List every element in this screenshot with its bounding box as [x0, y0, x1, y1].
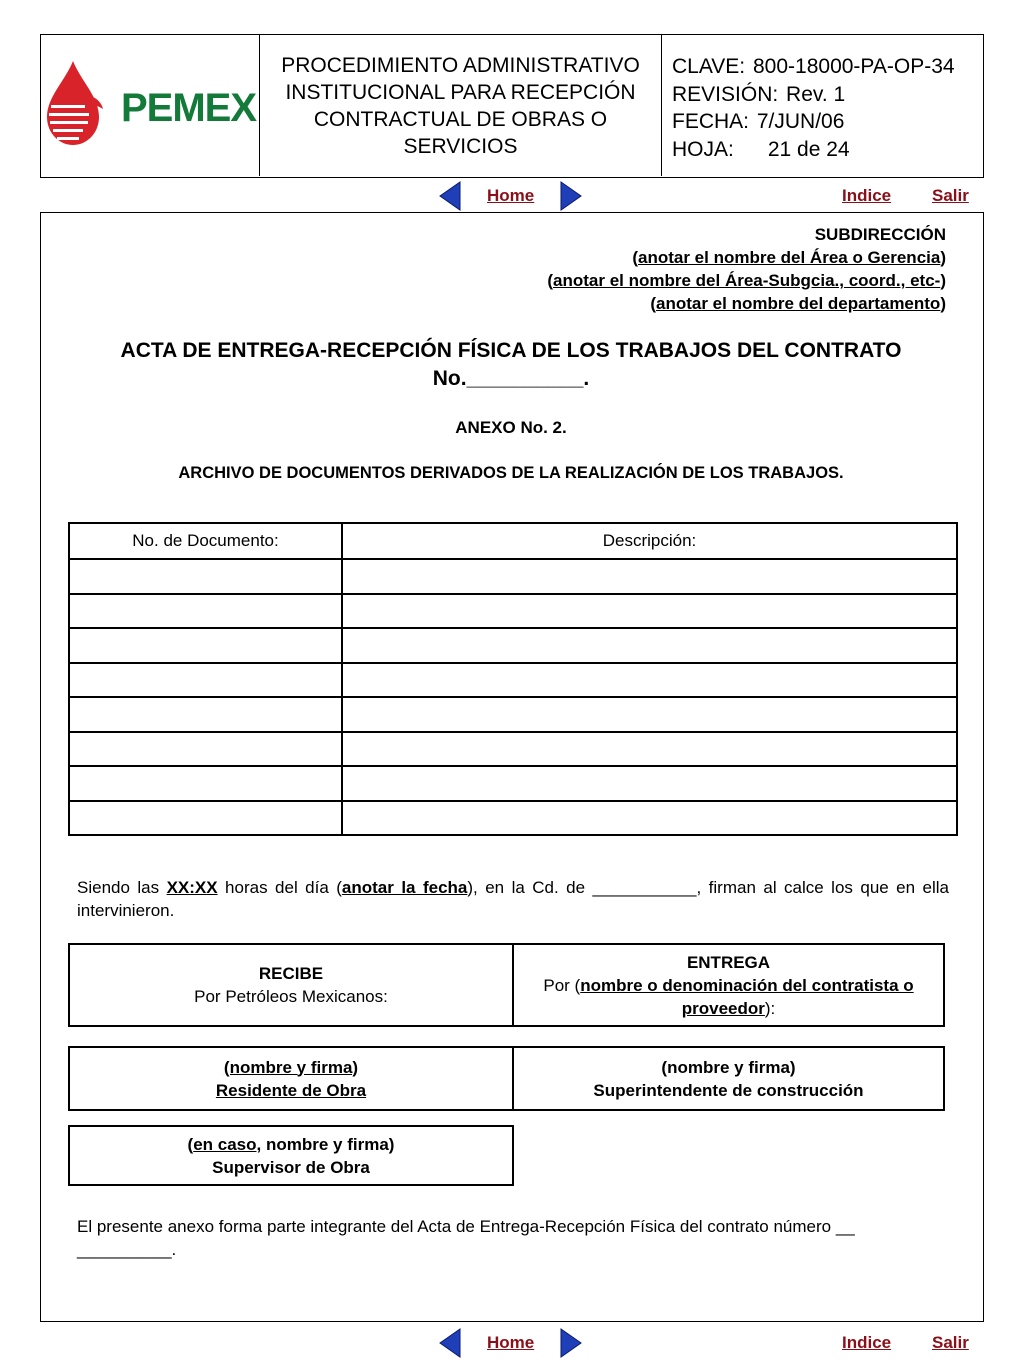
revision-label: REVISIÓN: — [672, 82, 779, 106]
subdireccion-line-2: (anotar el nombre del Área-Subgcia., coord., etc-) — [547, 271, 946, 290]
column-header-description: Descripción: — [342, 523, 957, 559]
indice-link[interactable]: Indice — [842, 186, 892, 205]
supervisor-signature-box[interactable] — [68, 1125, 514, 1186]
table-row — [69, 559, 957, 594]
table-row — [69, 594, 957, 629]
residente-signature[interactable] — [70, 1048, 514, 1109]
fecha-row — [672, 108, 982, 136]
document-header — [40, 34, 984, 178]
superintendente-nombre-firma: (nombre y firma) — [661, 1057, 796, 1077]
fecha-label: FECHA: — [672, 110, 750, 133]
pemex-logo-graphic — [41, 35, 260, 176]
residente-role: Residente de Obra — [215, 1080, 367, 1100]
supervisor-nombre-firma: (en caso, nombre y firma) — [187, 1134, 395, 1154]
supervisor-role: Supervisor de Obra — [212, 1157, 370, 1177]
hoja-value: 21 de 24 — [767, 137, 850, 161]
recibe-subtitle: Por Petróleos Mexicanos: — [194, 987, 388, 1006]
table-row — [69, 697, 957, 732]
time-placeholder: XX:XX — [166, 878, 218, 897]
date-placeholder: anotar la fecha — [341, 878, 468, 897]
column-header-document-number: No. de Documento: — [69, 523, 342, 559]
pemex-logo — [41, 35, 260, 176]
clave-label: CLAVE: — [672, 55, 746, 78]
fecha-value: 7/JUN/06 — [756, 110, 845, 133]
subdireccion-title: SUBDIRECCIÓN — [814, 225, 946, 244]
home-link[interactable]: Home — [487, 186, 535, 205]
top-navigation — [0, 179, 1024, 213]
subdireccion-line-1: (anotar el nombre del Área o Gerencia) — [632, 248, 946, 267]
bottom-navigation — [0, 1326, 1024, 1360]
anexo-heading: ANEXO No. 2. — [455, 418, 567, 437]
hoja-row — [672, 136, 982, 164]
table-row — [69, 663, 957, 698]
signature-box — [68, 1046, 945, 1111]
superintendente-role: Superintendente de construcción — [593, 1080, 864, 1100]
signing-paragraph: Siendo las XX:XX horas del día (anotar la fecha), en la Cd. de ___________, firman al calce los que en ella intervinieron. — [77, 878, 949, 920]
clave-row — [672, 53, 982, 81]
subdireccion-block — [547, 223, 946, 315]
document-meta — [662, 35, 982, 176]
entrega-subtitle: Por (nombre o denominación del contratista o proveedor): — [543, 975, 914, 1018]
table-row — [69, 801, 957, 836]
revision-value: Rev. 1 — [786, 82, 846, 106]
revision-row — [672, 81, 982, 109]
table-row — [69, 628, 957, 663]
next-arrow-icon[interactable] — [559, 1328, 583, 1358]
indice-link[interactable]: Indice — [842, 1333, 892, 1352]
table-row — [69, 766, 957, 801]
table-row — [69, 732, 957, 767]
supervisor-signature — [70, 1127, 512, 1184]
previous-arrow-icon[interactable] — [438, 1328, 462, 1358]
archivo-heading: ARCHIVO DE DOCUMENTOS DERIVADOS DE LA REALIZACIÓN DE LOS TRABAJOS. — [178, 464, 844, 482]
salir-link[interactable]: Salir — [932, 186, 969, 205]
acta-title: ACTA DE ENTREGA-RECEPCIÓN FÍSICA DE LOS TRABAJOS DEL CONTRATO No.__________. — [120, 339, 902, 390]
table-header-row — [69, 523, 957, 559]
entrega-title: ENTREGA — [686, 952, 771, 972]
pemex-logo-text: PEMEX — [121, 86, 257, 130]
entrega-cell — [514, 945, 943, 1025]
home-link[interactable]: Home — [487, 1333, 535, 1352]
superintendente-signature[interactable] — [514, 1048, 943, 1109]
documents-table — [68, 522, 958, 836]
recibe-title: RECIBE — [258, 964, 324, 983]
clave-value: 800-18000-PA-OP-34 — [753, 55, 955, 78]
subdireccion-line-3: (anotar el nombre del departamento) — [650, 294, 946, 313]
next-arrow-icon[interactable] — [559, 181, 583, 211]
residente-nombre-firma: (nombre y firma) — [223, 1057, 359, 1077]
procedure-title: PROCEDIMIENTO ADMINISTRATIVO INSTITUCIONAL PARA RECEPCIÓN CONTRACTUAL DE OBRAS O SERVICIOS — [260, 35, 662, 176]
document-body — [40, 212, 984, 1322]
salir-link[interactable]: Salir — [932, 1333, 969, 1352]
previous-arrow-icon[interactable] — [438, 181, 462, 211]
recibe-cell — [70, 945, 514, 1025]
footer-paragraph: El presente anexo forma parte integrante del Acta de Entrega-Recepción Física del contrato número __ __________. — [77, 1217, 855, 1259]
hoja-label: HOJA: — [672, 137, 734, 161]
recibe-entrega-box — [68, 943, 945, 1027]
